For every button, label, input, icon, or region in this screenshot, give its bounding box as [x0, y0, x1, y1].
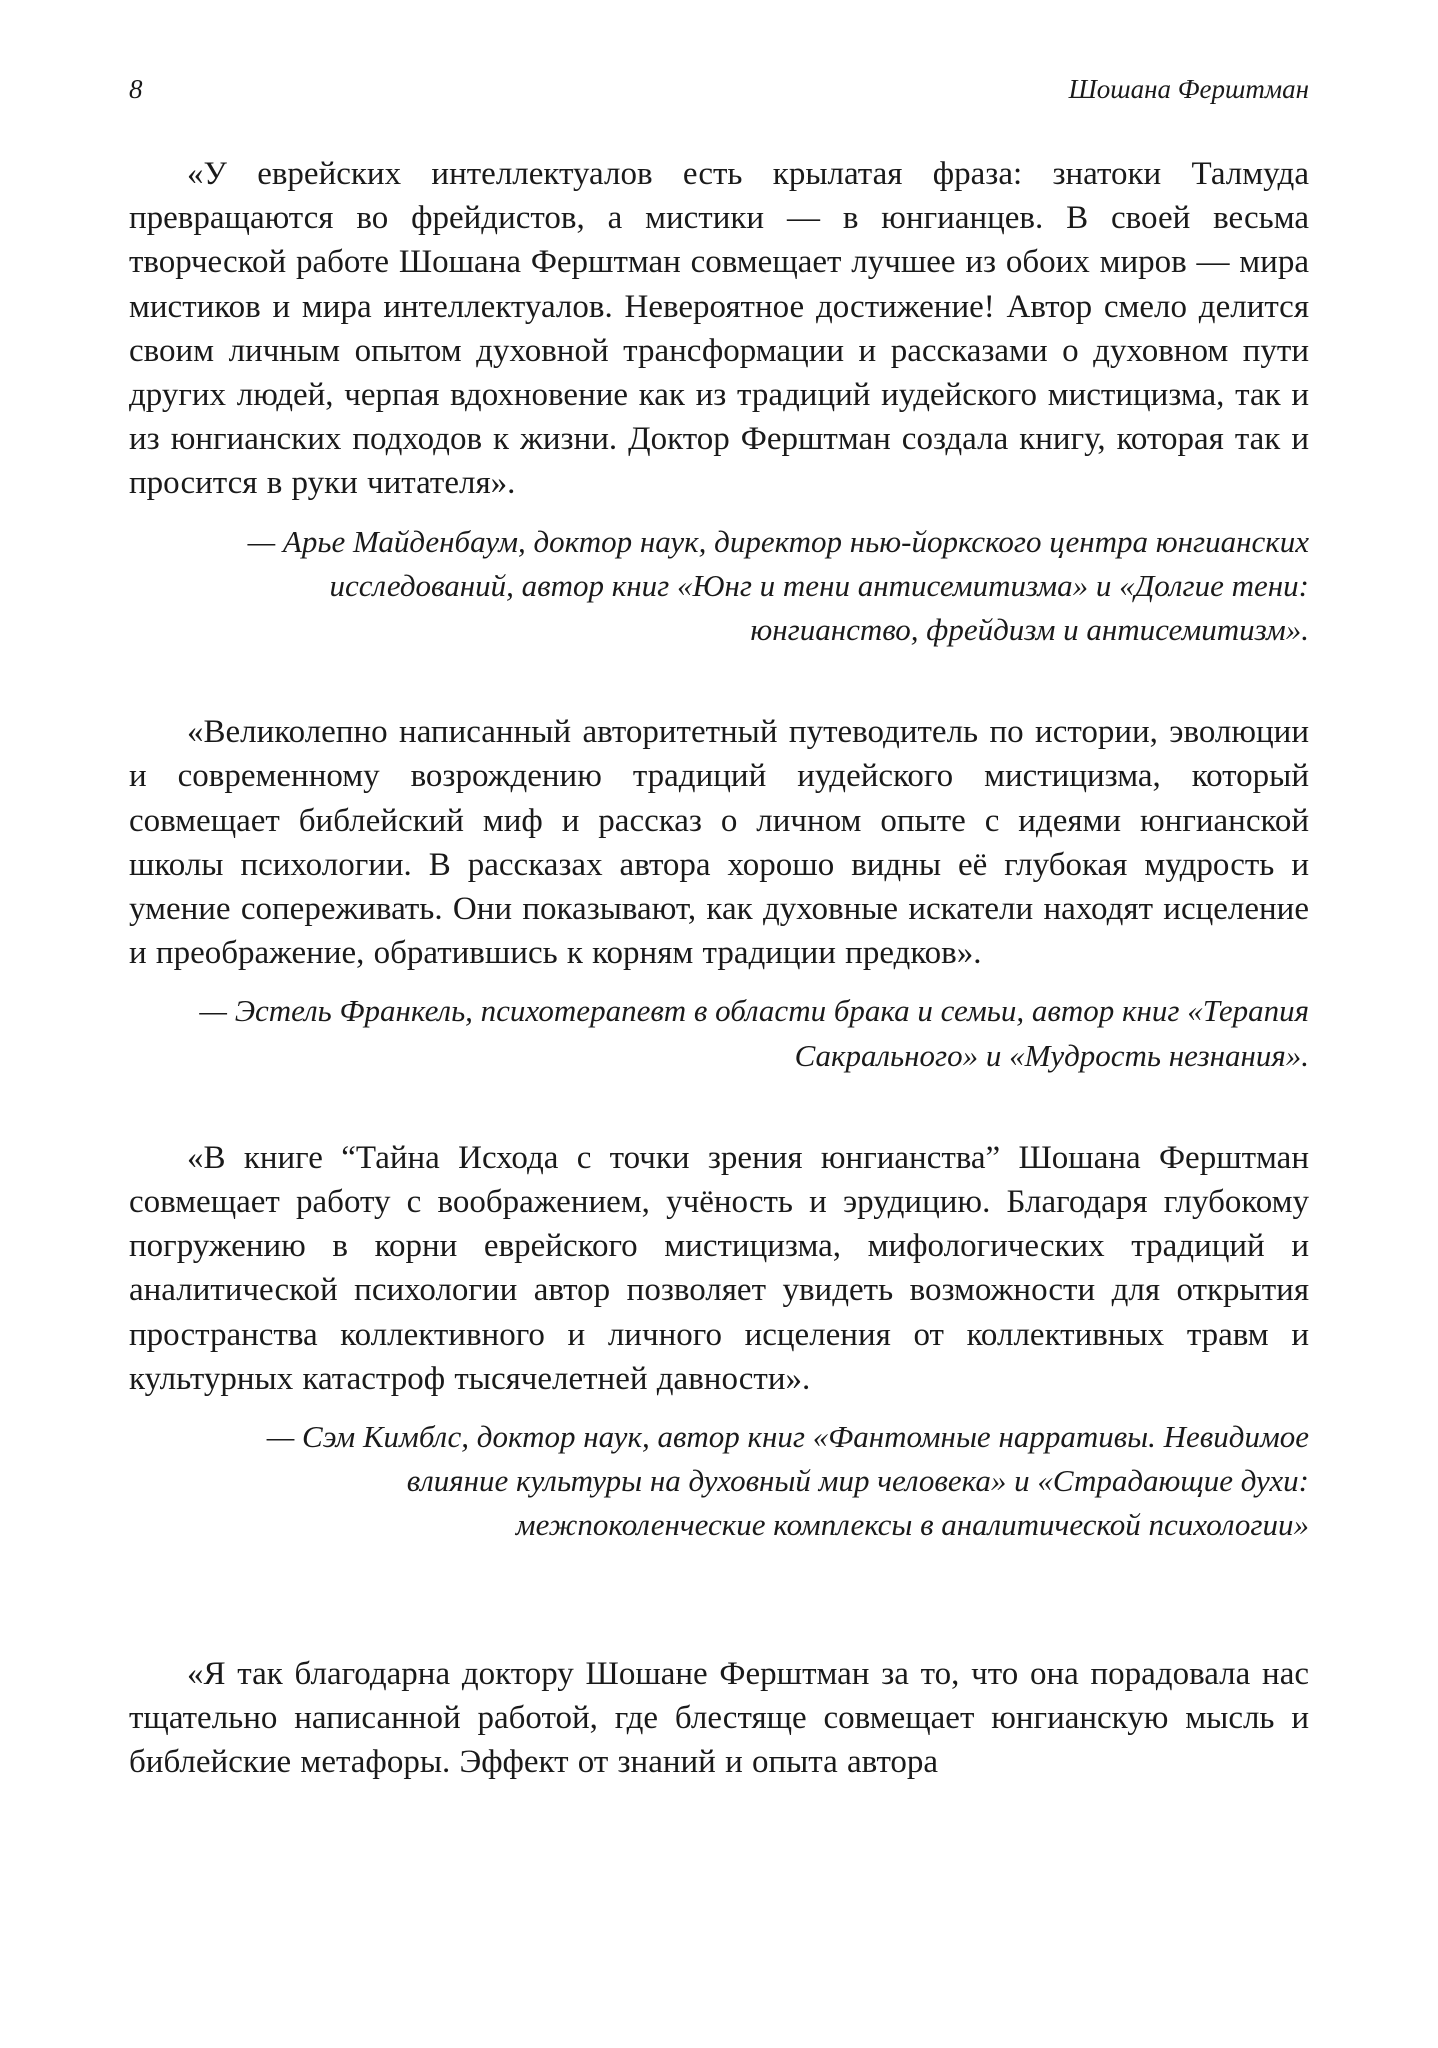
page-body: [129, 152, 1309, 1784]
review-quote: «Я так благодарна доктору Шошане Ферштман за то, что она порадовала нас тщательно написанной работой, где блестяще совмещает юнгианскую мысль и библейские метафоры. Эффект от знаний и опыта автора: [129, 1655, 1309, 1781]
page-number: 8: [129, 74, 143, 104]
running-head-author: Шошана Ферштман: [1068, 74, 1309, 104]
review-quote: «В книге “Тайна Исхода с точки зрения юнгианства” Шошана Ферштман совмещает работу с воображением, учёность и эрудицию. Благодаря глубокому погружению в корни еврейского мистицизма, мифологических традиций и аналитической психологии автор позволяет увидеть возможности для открытия пространства коллективного и личного исцеления от коллективных травм и культурных катастроф тысячелетней давности».: [129, 1139, 1309, 1397]
review-attribution: — Сэм Кимблс, доктор наук, автор книг «Фантомные нарративы. Невидимое влияние культуры на духовный мир человека» и «Страдающие духи: межпоколенческие комплексы в аналитической психологии»: [266, 1419, 1309, 1543]
book-page: [129, 0, 1309, 2048]
review-block: [129, 152, 1309, 652]
review-attribution: — Эстель Франкель, психотерапевт в области брака и семьи, автор книг «Терапия Сакрального» и «Мудрость незнания».: [199, 993, 1309, 1073]
review-attribution: — Арье Майденбаум, доктор наук, директор нью-йоркского центра юнгианских исследований, автор книг «Юнг и тени антисемитизма» и «Долгие тени: юнгианство, фрейдизм и антисемитизм».: [247, 523, 1309, 648]
review-quote: «Великолепно написанный авторитетный путеводитель по истории, эволюции и современному возрождению традиций иудейского мистицизма, который совмещает библейский миф и рассказ о личном опыте с идеями юнгианской школы психологии. В рассказах автора хорошо видны её глубокая мудрость и умение сопереживать. Они показывают, как духовные искатели находят исцеление и преображение, обратившись к корням традиции предков».: [129, 714, 1309, 972]
review-block: [129, 710, 1309, 1078]
running-head: [129, 74, 1309, 114]
review-quote: «У еврейских интеллектуалов есть крылатая фраза: знатоки Талмуда превращаются во фрейдистов, а мистики — в юнгианцев. В своей весьма творческой работе Шошана Ферштман совмещает лучшее из обоих миров — мира мистиков и мира интеллектуалов. Невероятное достижение! Автор смело делится своим личным опытом духовной трансформации и рассказами о духовном пути других людей, черпая вдохновение как из традиций иудейского мистицизма, так и из юнгианских подходов к жизни. Доктор Ферштман создала книгу, которая так и просится в руки читателя».: [129, 156, 1309, 502]
review-block: [129, 1652, 1309, 1785]
review-block: [129, 1136, 1309, 1548]
